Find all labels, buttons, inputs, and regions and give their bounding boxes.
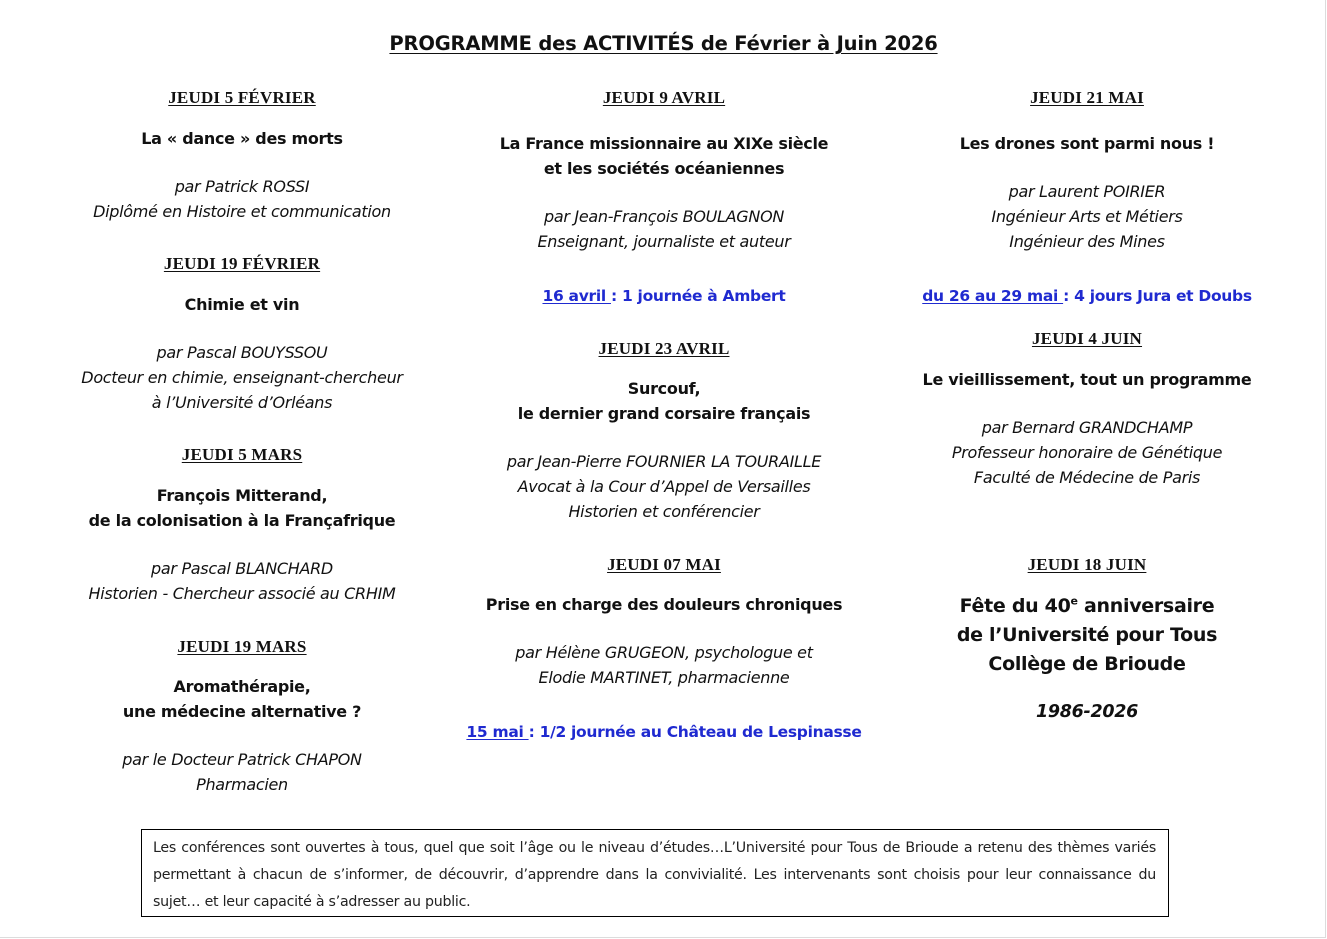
event-topic: une médecine alternative ? <box>122 702 362 721</box>
outing-sep: : <box>528 723 540 741</box>
event-date: JEUDI 19 FÉVRIER <box>163 254 321 273</box>
event-speaker: par Pascal BOUYSSOU <box>156 343 328 362</box>
event-speaker-title: Professeur honoraire de Génétique <box>951 443 1223 462</box>
outing-sep: : <box>610 287 622 305</box>
info-note-box <box>141 829 1169 917</box>
event-speaker-title: Diplômé en Histoire et communication <box>93 202 391 221</box>
outing-when[interactable]: 15 mai <box>466 723 529 741</box>
outing-what: 4 jours Jura et Doubs <box>1074 287 1252 305</box>
outing-link[interactable] <box>464 723 864 741</box>
event-speaker: par Laurent POIRIER <box>1008 182 1166 201</box>
outing-link[interactable] <box>464 287 864 305</box>
event-speaker: par le Docteur Patrick CHAPON <box>122 750 362 769</box>
celebration-line-2: de l’Université pour Tous <box>956 624 1218 646</box>
event-topic: Chimie et vin <box>184 295 300 314</box>
outing-what: 1 journée à Ambert <box>621 287 786 305</box>
celebration-text: anniversaire <box>1077 595 1215 617</box>
celebration-ordinal: e <box>1070 594 1078 608</box>
outing-what: 1/2 journée au Château de Lespinasse <box>539 723 862 741</box>
event-date: JEUDI 4 JUIN <box>1031 329 1143 348</box>
event-speaker: par Jean-François BOULAGNON <box>543 207 785 226</box>
event-speaker-title: Docteur en chimie, enseignant-chercheur <box>81 368 403 387</box>
event-speaker: par Bernard GRANDCHAMP <box>981 418 1193 437</box>
event-date: JEUDI 5 MARS <box>181 445 303 464</box>
celebration-text: Fête du 40 <box>959 595 1071 617</box>
page-title-text: PROGRAMME des ACTIVITÉS de Février à Juin 2026 <box>389 32 938 55</box>
outing-sep: : <box>1063 287 1075 305</box>
outing-when[interactable]: 16 avril <box>542 287 611 305</box>
event-speaker-title: à l’Université d’Orléans <box>151 393 333 412</box>
celebration-years: 1986-2026 <box>1036 702 1138 722</box>
celebration-line-3: Collège de Brioude <box>988 653 1186 675</box>
event-speaker-title: Enseignant, journaliste et auteur <box>537 232 791 251</box>
info-note-text: Les conférences sont ouvertes à tous, quel que soit l’âge ou le niveau d’études…L’Université pour Tous de Brioude a retenu des thèmes variés permettant à chacun de s’informer, de découvrir, d’apprendre dans la convivialité. Les intervenants sont choisis pour leur connaissance du sujet… et leur capacité à s’adresser au public. <box>153 840 1156 910</box>
event-speaker-title: Historien et conférencier <box>568 502 760 521</box>
event-speaker-title: Historien - Chercheur associé au CRHIM <box>88 584 396 603</box>
event-topic: La « dance » des morts <box>141 129 343 148</box>
event-speaker-title: Ingénieur Arts et Métiers <box>991 207 1183 226</box>
event-topic: François Mitterand, <box>156 486 328 505</box>
event-date: JEUDI 07 MAI <box>607 555 721 574</box>
celebration-line-1 <box>887 592 1287 621</box>
outing-link[interactable] <box>887 287 1287 305</box>
event-speaker-title: Faculté de Médecine de Paris <box>973 468 1201 487</box>
event-date: JEUDI 21 MAI <box>1030 88 1144 107</box>
event-speaker: par Hélène GRUGEON, psychologue et <box>515 643 813 662</box>
event-speaker: par Pascal BLANCHARD <box>151 559 333 578</box>
event-topic: La France missionnaire au XIXe siècle <box>499 134 829 153</box>
event-topic: et les sociétés océaniennes <box>543 159 785 178</box>
page-title <box>0 32 1327 55</box>
event-topic: Le vieillissement, tout un programme <box>922 370 1252 389</box>
event-topic: Surcouf, <box>627 379 701 398</box>
event-speaker: par Jean-Pierre FOURNIER LA TOURAILLE <box>506 452 822 471</box>
event-speaker-title: Ingénieur des Mines <box>1009 232 1165 251</box>
event-date: JEUDI 5 FÉVRIER <box>168 88 316 107</box>
event-topic: Les drones sont parmi nous ! <box>959 134 1215 153</box>
event-speaker-title: Pharmacien <box>196 775 288 794</box>
event-topic: de la colonisation à la Françafrique <box>88 511 396 530</box>
event-date: JEUDI 9 AVRIL <box>602 88 726 107</box>
event-topic: le dernier grand corsaire français <box>517 404 811 423</box>
event-date: JEUDI 23 AVRIL <box>598 339 730 358</box>
event-speaker: par Patrick ROSSI <box>174 177 310 196</box>
event-date: JEUDI 19 MARS <box>177 637 307 656</box>
event-topic: Aromathérapie, <box>173 677 311 696</box>
outing-when[interactable]: du 26 au 29 mai <box>922 287 1064 305</box>
event-topic: Prise en charge des douleurs chroniques <box>485 595 843 614</box>
event-date: JEUDI 18 JUIN <box>1027 555 1147 574</box>
event-speaker-title: Elodie MARTINET, pharmacienne <box>538 668 790 687</box>
event-speaker-title: Avocat à la Cour d’Appel de Versailles <box>517 477 811 496</box>
